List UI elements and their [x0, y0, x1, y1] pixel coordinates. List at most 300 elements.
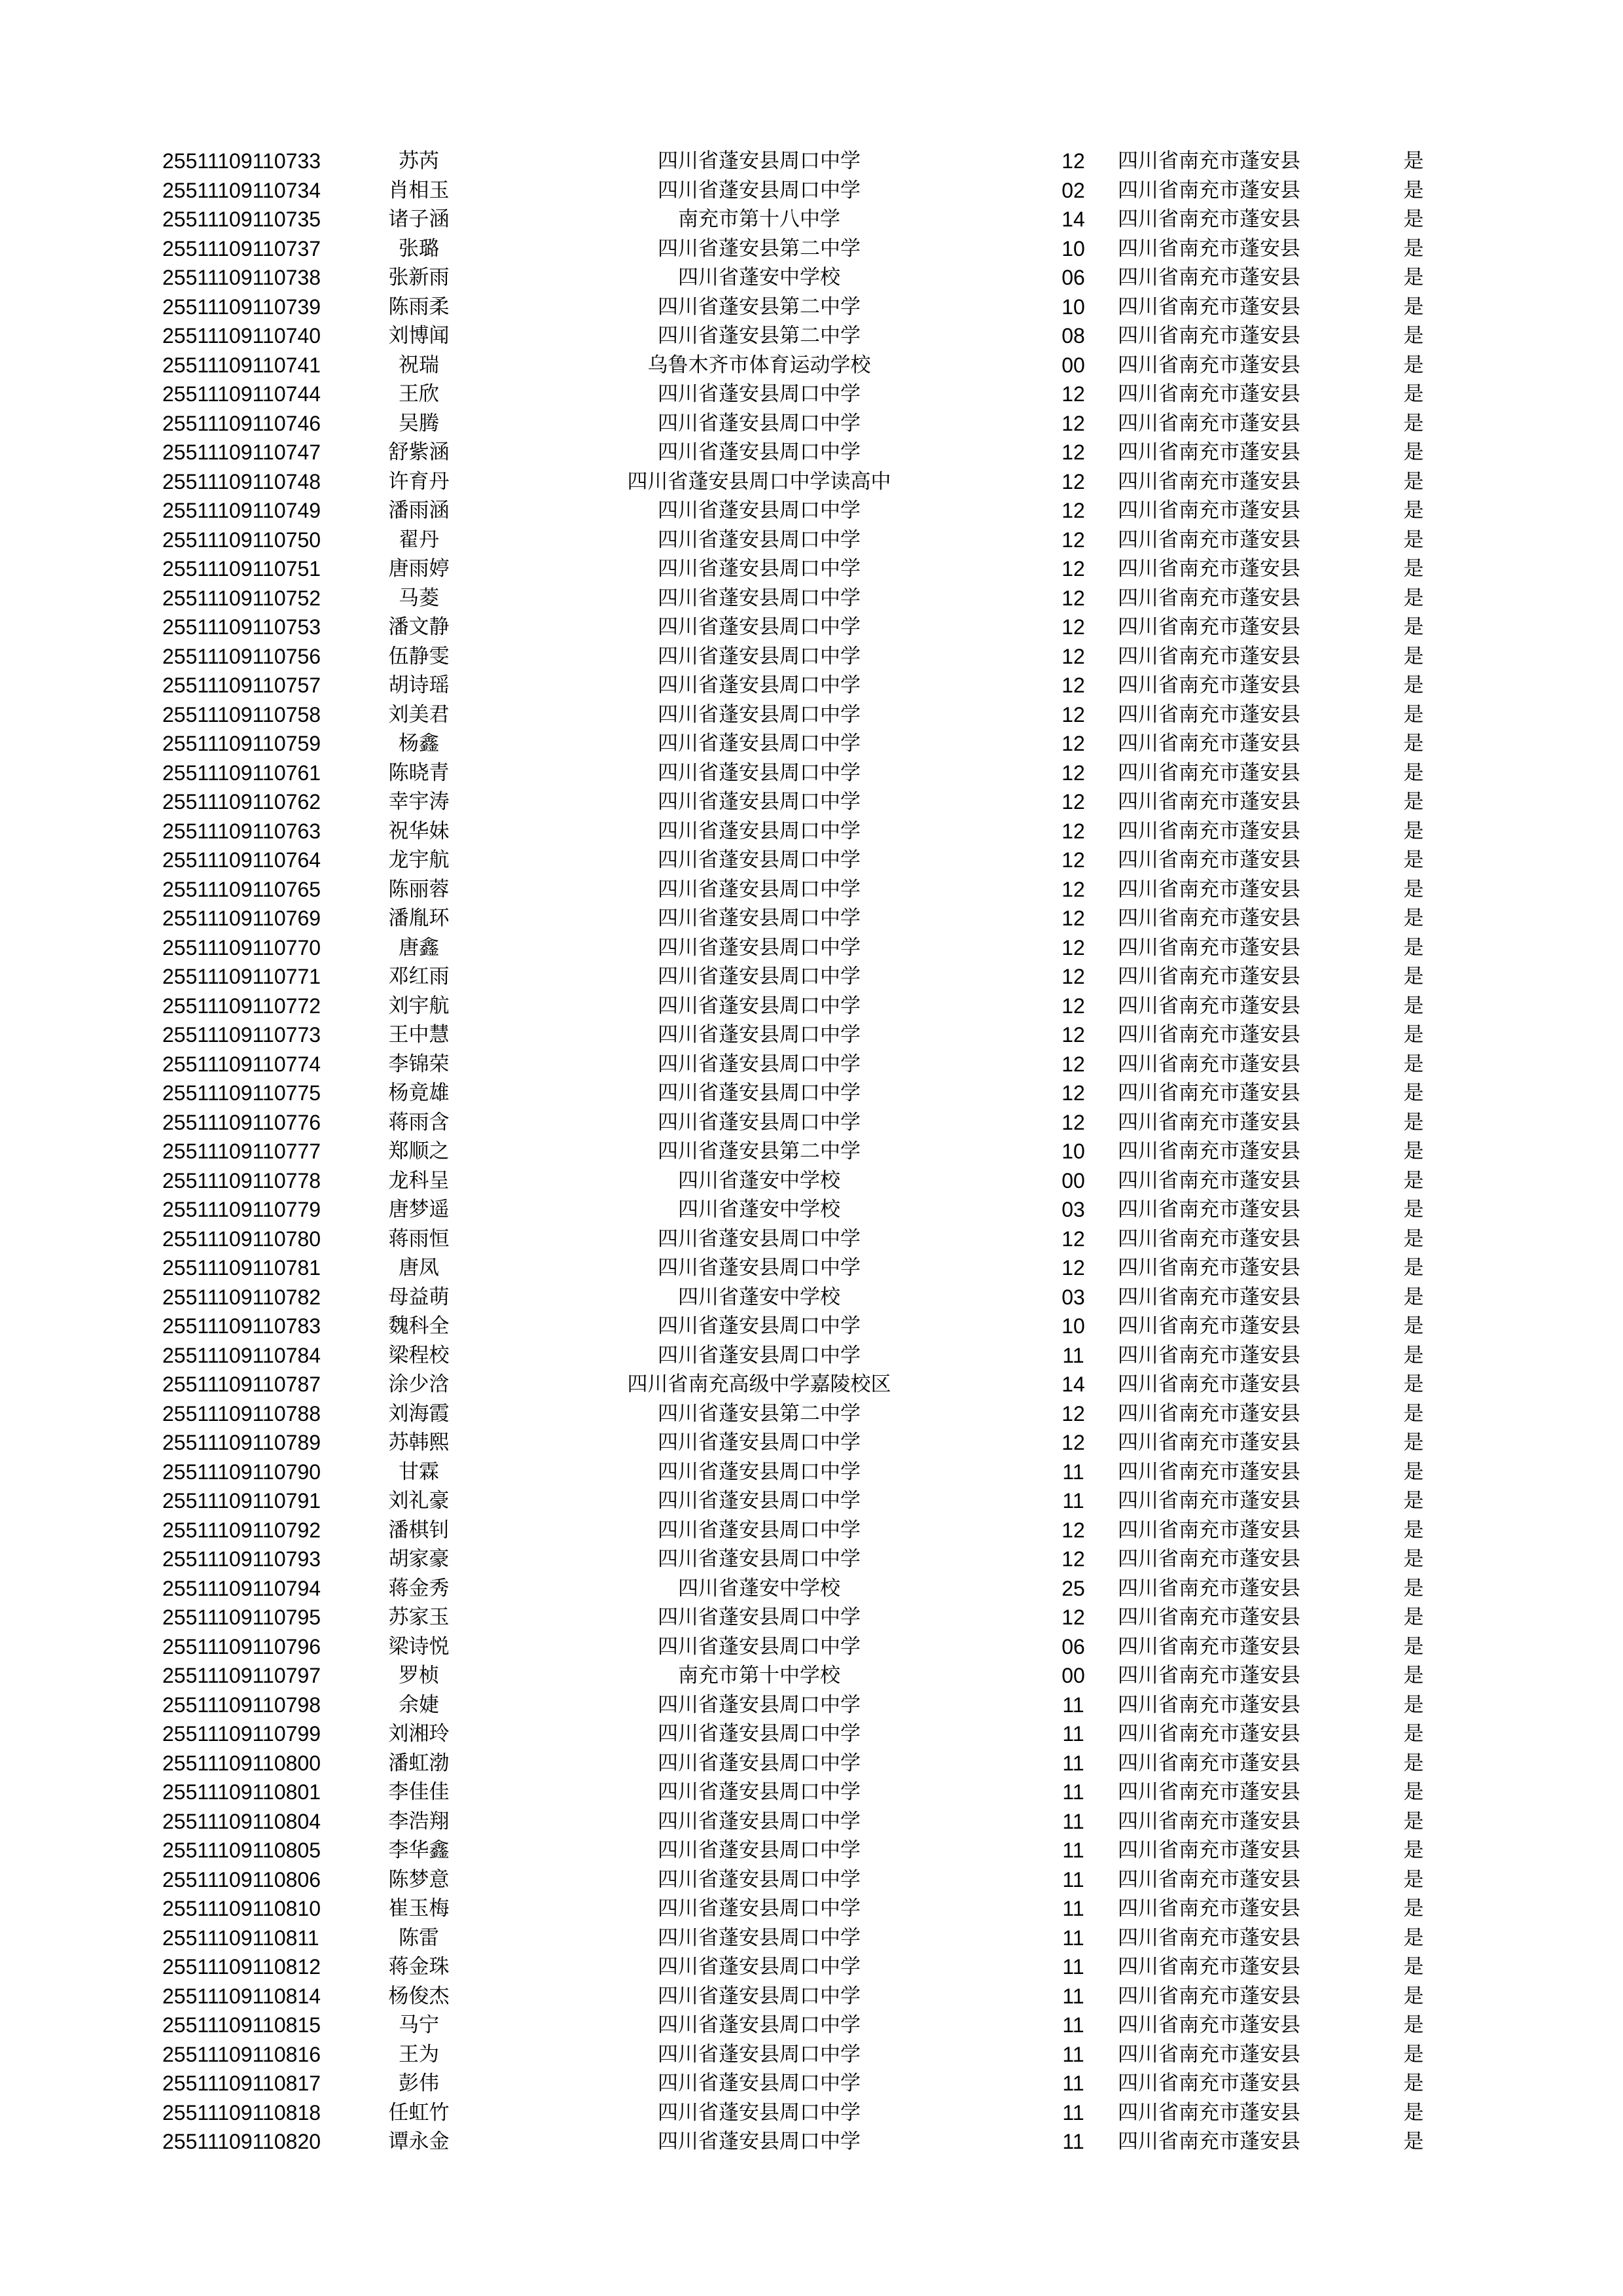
- school-name: 四川省蓬安县第二中学: [658, 295, 861, 319]
- school-name: 四川省蓬安县周口中学: [658, 1460, 861, 1484]
- student-name: 许育丹: [388, 469, 450, 493]
- category-code: 10: [1061, 236, 1085, 260]
- student-name: 潘棋钊: [388, 1518, 450, 1542]
- category-code: 11: [1062, 1809, 1084, 1833]
- student-id: 25511109110814: [162, 1984, 321, 2008]
- table-row: [0, 992, 1623, 1021]
- eligibility-flag: 是: [1403, 1198, 1424, 1221]
- household-region: 四川省南充市蓬安县: [1118, 1401, 1300, 1426]
- category-code: 10: [1061, 295, 1085, 319]
- household-region: 四川省南充市蓬安县: [1118, 1110, 1300, 1134]
- eligibility-flag: 是: [1403, 178, 1424, 202]
- eligibility-flag: 是: [1403, 935, 1424, 960]
- eligibility-flag: 是: [1403, 1809, 1424, 1833]
- school-name: 四川省蓬安县周口中学: [658, 702, 861, 726]
- category-code: 12: [1061, 848, 1085, 872]
- school-name: 四川省蓬安县周口中学: [658, 2072, 861, 2095]
- household-region: 四川省南充市蓬安县: [1118, 1431, 1300, 1454]
- table-row: [0, 759, 1623, 788]
- table-row: [0, 1661, 1623, 1691]
- student-id: 25511109110737: [162, 236, 321, 260]
- table-row: [0, 1865, 1623, 1895]
- student-id: 25511109110790: [162, 1460, 321, 1484]
- eligibility-flag: 是: [1403, 1285, 1424, 1309]
- category-code: 12: [1061, 557, 1085, 581]
- student-id: 25511109110769: [162, 906, 321, 930]
- category-code: 11: [1062, 1343, 1084, 1367]
- student-name: 涂少浛: [388, 1372, 450, 1396]
- eligibility-flag: 是: [1403, 1897, 1424, 1920]
- school-name: 四川省蓬安中学校: [678, 1576, 840, 1600]
- student-name: 马菱: [399, 586, 439, 610]
- school-name: 四川省蓬安县周口中学: [658, 965, 861, 988]
- eligibility-flag: 是: [1403, 382, 1424, 406]
- eligibility-flag: 是: [1403, 761, 1424, 785]
- student-id: 25511109110758: [162, 702, 321, 726]
- table-row: [0, 1225, 1623, 1254]
- eligibility-flag: 是: [1403, 528, 1424, 552]
- student-id: 25511109110784: [162, 1343, 321, 1367]
- household-region: 四川省南充市蓬安县: [1118, 1605, 1300, 1629]
- school-name: 四川省蓬安县周口中学: [658, 1052, 861, 1076]
- category-code: 11: [1062, 2130, 1084, 2153]
- table-row: [0, 1020, 1623, 1050]
- school-name: 四川省蓬安县周口中学: [658, 819, 861, 843]
- table-row: [0, 1924, 1623, 1953]
- student-name: 梁程校: [388, 1343, 450, 1367]
- eligibility-flag: 是: [1403, 877, 1424, 901]
- student-name: 彭伟: [399, 2072, 439, 2095]
- category-code: 12: [1061, 1256, 1085, 1280]
- category-code: 11: [1062, 1693, 1084, 1717]
- household-region: 四川省南充市蓬安县: [1118, 1256, 1300, 1280]
- student-name: 吴腾: [399, 411, 439, 435]
- student-id: 25511109110777: [162, 1139, 321, 1163]
- student-name: 母益萌: [388, 1285, 450, 1309]
- student-id: 25511109110749: [162, 499, 321, 522]
- eligibility-flag: 是: [1403, 644, 1424, 668]
- household-region: 四川省南充市蓬安县: [1118, 1489, 1300, 1513]
- category-code: 12: [1061, 644, 1085, 668]
- table-row: [0, 2011, 1623, 2040]
- category-code: 11: [1062, 1722, 1084, 1746]
- category-code: 03: [1061, 1285, 1085, 1309]
- household-region: 四川省南充市蓬安县: [1118, 295, 1300, 319]
- category-code: 11: [1062, 1926, 1084, 1950]
- category-code: 12: [1061, 673, 1085, 697]
- student-id: 25511109110812: [162, 1955, 321, 1979]
- student-name: 陈梦意: [388, 1867, 450, 1892]
- student-name: 梁诗悦: [388, 1634, 450, 1659]
- student-id: 25511109110798: [162, 1693, 321, 1717]
- eligibility-flag: 是: [1403, 586, 1424, 610]
- school-name: 南充市第十八中学: [678, 207, 840, 231]
- school-name: 四川省蓬安县周口中学: [658, 1518, 861, 1542]
- table-row: [0, 409, 1623, 439]
- student-name: 祝瑞: [399, 353, 439, 377]
- category-code: 12: [1061, 1052, 1085, 1076]
- student-name: 刘礼豪: [388, 1489, 450, 1513]
- school-name: 四川省蓬安县周口中学: [658, 732, 861, 755]
- table-row: [0, 147, 1623, 176]
- student-id: 25511109110782: [162, 1285, 321, 1309]
- table-row: [0, 351, 1623, 380]
- table-row: [0, 526, 1623, 555]
- school-name: 四川省蓬安县周口中学: [658, 1839, 861, 1862]
- table-row: [0, 205, 1623, 234]
- eligibility-flag: 是: [1403, 790, 1424, 814]
- table-row: [0, 1283, 1623, 1312]
- school-name: 四川省蓬安县周口中学: [658, 1227, 861, 1251]
- category-code: 10: [1061, 1314, 1085, 1338]
- household-region: 四川省南充市蓬安县: [1118, 615, 1300, 639]
- household-region: 四川省南充市蓬安县: [1118, 1955, 1300, 1979]
- table-row: [0, 554, 1623, 584]
- school-name: 四川省蓬安县周口中学: [658, 499, 861, 522]
- student-id: 25511109110762: [162, 790, 321, 814]
- school-name: 四川省蓬安县周口中学: [658, 1431, 861, 1454]
- household-region: 四川省南充市蓬安县: [1118, 324, 1300, 348]
- student-id: 25511109110806: [162, 1867, 321, 1892]
- household-region: 四川省南充市蓬安县: [1118, 2130, 1300, 2153]
- household-region: 四川省南充市蓬安县: [1118, 1314, 1300, 1338]
- table-row: [0, 1603, 1623, 1632]
- household-region: 四川省南充市蓬安县: [1118, 1867, 1300, 1892]
- school-name: 乌鲁木齐市体育运动学校: [647, 353, 871, 377]
- school-name: 四川省蓬安县周口中学: [658, 1256, 861, 1280]
- category-code: 10: [1061, 1139, 1085, 1163]
- eligibility-flag: 是: [1403, 1605, 1424, 1629]
- eligibility-flag: 是: [1403, 1518, 1424, 1542]
- student-name: 张新雨: [388, 266, 450, 289]
- school-name: 四川省蓬安县周口中学: [658, 586, 861, 610]
- eligibility-flag: 是: [1403, 1780, 1424, 1804]
- household-region: 四川省南充市蓬安县: [1118, 673, 1300, 697]
- school-name: 四川省蓬安县周口中学: [658, 1023, 861, 1047]
- category-code: 11: [1062, 1489, 1084, 1513]
- student-id: 25511109110796: [162, 1634, 321, 1659]
- eligibility-flag: 是: [1403, 469, 1424, 493]
- student-name: 幸宇涛: [388, 790, 450, 814]
- school-name: 南充市第十中学校: [678, 1664, 840, 1687]
- table-row: [0, 438, 1623, 467]
- household-region: 四川省南充市蓬安县: [1118, 2042, 1300, 2066]
- category-code: 12: [1061, 411, 1085, 435]
- table-row: [0, 584, 1623, 613]
- eligibility-flag: 是: [1403, 411, 1424, 435]
- category-code: 12: [1061, 149, 1085, 173]
- student-id: 25511109110740: [162, 324, 321, 348]
- table-row: [0, 904, 1623, 933]
- school-name: 四川省蓬安县周口中学: [658, 994, 861, 1018]
- student-id: 25511109110817: [162, 2072, 321, 2095]
- category-code: 12: [1061, 469, 1085, 493]
- table-row: [0, 321, 1623, 351]
- student-id: 25511109110787: [162, 1372, 321, 1396]
- household-region: 四川省南充市蓬安县: [1118, 557, 1300, 581]
- household-region: 四川省南充市蓬安县: [1118, 1984, 1300, 2008]
- student-id: 25511109110792: [162, 1518, 321, 1542]
- student-id: 25511109110800: [162, 1751, 321, 1775]
- table-row: [0, 1341, 1623, 1371]
- student-name: 刘美君: [388, 702, 450, 726]
- school-name: 四川省蓬安县周口中学: [658, 440, 861, 464]
- eligibility-flag: 是: [1403, 1984, 1424, 2008]
- student-name: 余婕: [399, 1693, 439, 1717]
- school-name: 四川省蓬安县周口中学: [658, 1926, 861, 1950]
- student-name: 王为: [399, 2042, 439, 2066]
- eligibility-flag: 是: [1403, 295, 1424, 319]
- table-row: [0, 1516, 1623, 1545]
- student-id: 25511109110752: [162, 586, 321, 610]
- student-name: 刘海霞: [388, 1401, 450, 1426]
- household-region: 四川省南充市蓬安县: [1118, 1518, 1300, 1542]
- student-name: 苏芮: [399, 149, 439, 173]
- household-region: 四川省南充市蓬安县: [1118, 1722, 1300, 1746]
- student-id: 25511109110756: [162, 644, 321, 668]
- household-region: 四川省南充市蓬安县: [1118, 499, 1300, 522]
- student-id: 25511109110778: [162, 1168, 321, 1193]
- table-row: [0, 875, 1623, 905]
- table-row: [0, 1195, 1623, 1225]
- student-name: 唐梦遥: [388, 1198, 450, 1221]
- school-name: 四川省南充高级中学嘉陵校区: [627, 1372, 891, 1396]
- category-code: 11: [1062, 1460, 1084, 1484]
- table-row: [0, 787, 1623, 817]
- student-name: 龙宇航: [388, 848, 450, 872]
- eligibility-flag: 是: [1403, 207, 1424, 231]
- household-region: 四川省南充市蓬安县: [1118, 382, 1300, 406]
- eligibility-flag: 是: [1403, 1489, 1424, 1513]
- student-name: 蒋雨含: [388, 1110, 450, 1134]
- table-row: [0, 1137, 1623, 1166]
- category-code: 12: [1061, 1110, 1085, 1134]
- category-code: 12: [1061, 382, 1085, 406]
- table-row: [0, 1428, 1623, 1458]
- school-name: 四川省蓬安县周口中学: [658, 1343, 861, 1367]
- student-name: 诸子涵: [388, 207, 450, 231]
- table-row: [0, 700, 1623, 730]
- category-code: 12: [1061, 1081, 1085, 1105]
- table-row: [0, 1982, 1623, 2011]
- student-id: 25511109110757: [162, 673, 321, 697]
- household-region: 四川省南充市蓬安县: [1118, 1751, 1300, 1775]
- eligibility-flag: 是: [1403, 440, 1424, 464]
- student-name: 舒紫涵: [388, 440, 450, 464]
- category-code: 02: [1061, 178, 1085, 202]
- category-code: 08: [1061, 324, 1085, 348]
- eligibility-flag: 是: [1403, 1693, 1424, 1717]
- category-code: 06: [1061, 1634, 1085, 1659]
- category-code: 00: [1061, 1168, 1085, 1193]
- household-region: 四川省南充市蓬安县: [1118, 1809, 1300, 1833]
- category-code: 14: [1061, 1372, 1085, 1396]
- household-region: 四川省南充市蓬安县: [1118, 1547, 1300, 1571]
- eligibility-flag: 是: [1403, 1314, 1424, 1338]
- student-name: 祝华妹: [388, 819, 450, 843]
- student-name: 胡诗瑶: [388, 673, 450, 697]
- school-name: 四川省蓬安县周口中学: [658, 790, 861, 814]
- student-id: 25511109110763: [162, 819, 321, 843]
- student-id: 25511109110772: [162, 994, 321, 1018]
- school-name: 四川省蓬安中学校: [678, 1285, 840, 1309]
- school-name: 四川省蓬安县周口中学: [658, 848, 861, 872]
- table-row: [0, 1486, 1623, 1516]
- category-code: 12: [1061, 702, 1085, 726]
- student-id: 25511109110804: [162, 1809, 321, 1833]
- school-name: 四川省蓬安县周口中学: [658, 2130, 861, 2153]
- student-name: 潘胤环: [388, 906, 450, 930]
- table-row: [0, 671, 1623, 700]
- table-row: [0, 1458, 1623, 1487]
- table-row: [0, 1312, 1623, 1341]
- household-region: 四川省南充市蓬安县: [1118, 2013, 1300, 2037]
- student-id: 25511109110746: [162, 411, 321, 435]
- eligibility-flag: 是: [1403, 702, 1424, 726]
- school-name: 四川省蓬安县周口中学: [658, 1897, 861, 1920]
- category-code: 11: [1062, 1751, 1084, 1775]
- eligibility-flag: 是: [1403, 1431, 1424, 1454]
- eligibility-flag: 是: [1403, 2100, 1424, 2125]
- table-row: [0, 1253, 1623, 1283]
- category-code: 12: [1061, 732, 1085, 755]
- table-row: [0, 1108, 1623, 1138]
- eligibility-flag: 是: [1403, 1664, 1424, 1687]
- eligibility-flag: 是: [1403, 1576, 1424, 1600]
- category-code: 06: [1061, 266, 1085, 289]
- household-region: 四川省南充市蓬安县: [1118, 1343, 1300, 1367]
- category-code: 12: [1061, 440, 1085, 464]
- student-id: 25511109110734: [162, 178, 321, 202]
- school-name: 四川省蓬安县周口中学: [658, 1955, 861, 1979]
- school-name: 四川省蓬安县周口中学: [658, 2042, 861, 2066]
- table-row: [0, 1079, 1623, 1108]
- category-code: 12: [1061, 1518, 1085, 1542]
- school-name: 四川省蓬安县周口中学: [658, 557, 861, 581]
- student-name: 刘湘玲: [388, 1722, 450, 1746]
- household-region: 四川省南充市蓬安县: [1118, 236, 1300, 260]
- eligibility-flag: 是: [1403, 819, 1424, 843]
- table-row: [0, 1166, 1623, 1196]
- student-name: 潘文静: [388, 615, 450, 639]
- student-id: 25511109110781: [162, 1256, 321, 1280]
- table-row: [0, 234, 1623, 264]
- table-row: [0, 613, 1623, 642]
- household-region: 四川省南充市蓬安县: [1118, 1926, 1300, 1950]
- student-id: 25511109110815: [162, 2013, 321, 2037]
- table-row: [0, 293, 1623, 322]
- student-name: 张璐: [399, 236, 439, 260]
- student-name: 杨鑫: [399, 732, 439, 755]
- student-name: 蒋雨恒: [388, 1227, 450, 1251]
- school-name: 四川省蓬安县周口中学: [658, 1751, 861, 1775]
- eligibility-flag: 是: [1403, 615, 1424, 639]
- student-id: 25511109110773: [162, 1023, 321, 1047]
- table-row: [0, 962, 1623, 992]
- student-id: 25511109110765: [162, 877, 321, 901]
- school-name: 四川省蓬安县周口中学: [658, 178, 861, 202]
- household-region: 四川省南充市蓬安县: [1118, 935, 1300, 960]
- household-region: 四川省南充市蓬安县: [1118, 1693, 1300, 1717]
- school-name: 四川省蓬安县第二中学: [658, 236, 861, 260]
- student-id: 25511109110810: [162, 1897, 321, 1920]
- category-code: 12: [1061, 1401, 1085, 1426]
- student-id: 25511109110759: [162, 732, 321, 755]
- school-name: 四川省蓬安县第二中学: [658, 1401, 861, 1426]
- table-row: [0, 1691, 1623, 1720]
- student-name: 崔玉梅: [388, 1897, 450, 1920]
- table-row: [0, 1807, 1623, 1837]
- eligibility-flag: 是: [1403, 1460, 1424, 1484]
- table-row: [0, 380, 1623, 409]
- student-id: 25511109110744: [162, 382, 321, 406]
- school-name: 四川省蓬安县周口中学: [658, 1489, 861, 1513]
- eligibility-flag: 是: [1403, 965, 1424, 988]
- student-name: 伍静雯: [388, 644, 450, 668]
- school-name: 四川省蓬安县周口中学: [658, 1547, 861, 1571]
- table-row: [0, 1894, 1623, 1924]
- school-name: 四川省蓬安县周口中学: [658, 1693, 861, 1717]
- household-region: 四川省南充市蓬安县: [1118, 994, 1300, 1018]
- student-id: 25511109110797: [162, 1664, 321, 1687]
- student-id: 25511109110739: [162, 295, 321, 319]
- household-region: 四川省南充市蓬安县: [1118, 790, 1300, 814]
- school-name: 四川省蓬安县周口中学: [658, 935, 861, 960]
- table-row: [0, 176, 1623, 206]
- household-region: 四川省南充市蓬安县: [1118, 1460, 1300, 1484]
- eligibility-flag: 是: [1403, 2130, 1424, 2153]
- student-name: 刘宇航: [388, 994, 450, 1018]
- eligibility-flag: 是: [1403, 1401, 1424, 1426]
- category-code: 12: [1061, 906, 1085, 930]
- table-row: [0, 1050, 1623, 1079]
- school-name: 四川省蓬安县周口中学: [658, 2100, 861, 2125]
- eligibility-flag: 是: [1403, 1634, 1424, 1659]
- school-name: 四川省蓬安县第二中学: [658, 324, 861, 348]
- student-list: [0, 147, 1623, 2157]
- student-name: 陈丽蓉: [388, 877, 450, 901]
- eligibility-flag: 是: [1403, 1547, 1424, 1571]
- student-name: 李华鑫: [388, 1839, 450, 1862]
- student-name: 谭永金: [388, 2130, 450, 2153]
- school-name: 四川省蓬安县周口中学: [658, 761, 861, 785]
- student-id: 25511109110816: [162, 2042, 321, 2066]
- household-region: 四川省南充市蓬安县: [1118, 528, 1300, 552]
- category-code: 11: [1062, 1955, 1084, 1979]
- eligibility-flag: 是: [1403, 1227, 1424, 1251]
- household-region: 四川省南充市蓬安县: [1118, 1664, 1300, 1687]
- category-code: 11: [1062, 1867, 1084, 1892]
- household-region: 四川省南充市蓬安县: [1118, 178, 1300, 202]
- school-name: 四川省蓬安县周口中学: [658, 1780, 861, 1804]
- household-region: 四川省南充市蓬安县: [1118, 1198, 1300, 1221]
- category-code: 11: [1062, 1897, 1084, 1920]
- student-name: 杨竟雄: [388, 1081, 450, 1105]
- student-name: 李浩翔: [388, 1809, 450, 1833]
- eligibility-flag: 是: [1403, 1372, 1424, 1396]
- student-id: 25511109110748: [162, 469, 321, 493]
- school-name: 四川省蓬安县第二中学: [658, 1139, 861, 1163]
- category-code: 12: [1061, 528, 1085, 552]
- table-row: [0, 1574, 1623, 1604]
- student-id: 25511109110751: [162, 557, 321, 581]
- eligibility-flag: 是: [1403, 353, 1424, 377]
- household-region: 四川省南充市蓬安县: [1118, 1227, 1300, 1251]
- household-region: 四川省南充市蓬安县: [1118, 1081, 1300, 1105]
- table-row: [0, 1370, 1623, 1399]
- household-region: 四川省南充市蓬安县: [1118, 1372, 1300, 1396]
- table-row: [0, 1836, 1623, 1865]
